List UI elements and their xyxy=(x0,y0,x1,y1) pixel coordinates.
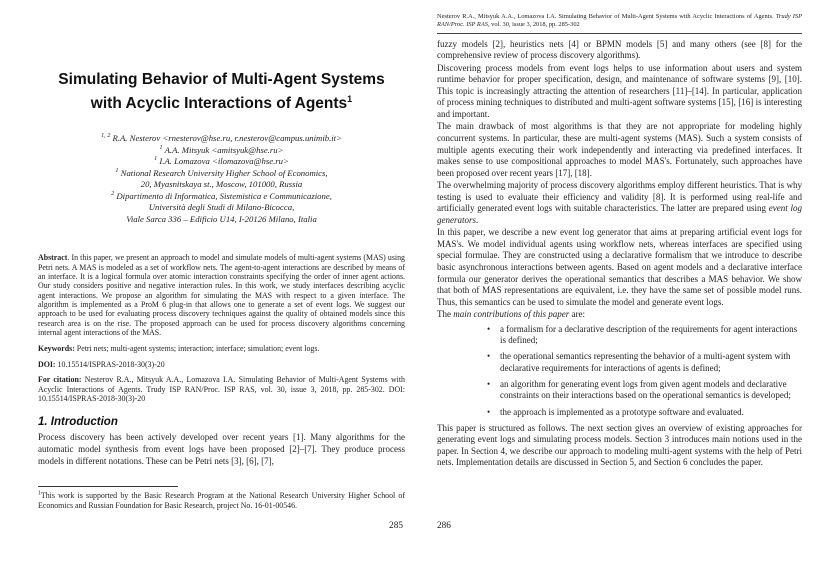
affiliation-line: Università degli Studi di Milano-Bicocca, xyxy=(148,202,295,213)
abstract xyxy=(38,253,405,337)
paragraph: Discovering process models from event logs helps to use information about users and system runtime behavior for proper specification, design, and maintenance of software systems [9], [10]. This topic is increasingly attracting the attention of researchers [11]–[14]. In particular, application of process mining techniques to distributed and multi-agent software systems [15], [16] is interesting and important. xyxy=(437,62,802,119)
page-left xyxy=(38,0,405,580)
contributions-list xyxy=(437,324,802,418)
keywords xyxy=(38,344,405,353)
author-block xyxy=(38,133,405,225)
doi-text: 10.15514/ISPRAS-2018-30(3)-20 xyxy=(55,359,165,369)
doi-label: DOI: xyxy=(38,359,56,369)
doi xyxy=(38,360,405,369)
footnote-rule xyxy=(38,486,178,487)
abstract-text: . In this paper, we present an approach to model and simulate models of multi-agent systems (MAS) using Petri nets. A MAS is modeled as a set of workflow nets. The agent-to-agent interactions are described by means of an interface. It is a logical formula over atomic interaction constraints specifying the order of inner agent actions. Our study considers positive and negative interaction rules. In this work, we study interfaces describing acyclic agent interactions. We propose an algorithm for simulating the MAS with respect to a given interface. The algorithm is implemented as a ProM 6 plug-in that allows one to generate a set of event logs. We suggest our approach to be used for evaluating process discovery techniques against the quality of obtained models since this research area is on the rise. The proposed approach can be used for process discovery algorithms concerning internal agent interactions of the MAS. xyxy=(38,253,405,337)
citation xyxy=(38,375,405,403)
author-line: $^1$ I.A. Lomazova <ilomazova@hse.ru> xyxy=(154,155,289,167)
list-item: • the approach is implemented as a prototype software and evaluated. xyxy=(500,407,798,419)
paper-title-line1: Simulating Behavior of Multi-Agent Systems xyxy=(58,71,385,88)
abstract-label: Abstract xyxy=(38,253,68,263)
citation-text: Nesterov R.A., Mitsyuk A.A., Lomazova I.A. Simulating Behavior of Multi-Agent Systems with Acyclic Interactions of Agents. Trudy ISP RAN/Proc. ISP RAS, vol. 30, issue 3, 2018, pp. 285-302. DOI: 10.15514/ISPRAS-2018-30(3)-20 xyxy=(38,375,405,404)
paragraph: fuzzy models [2], heuristics nets [4] or BPMN models [5] and many others (see [8] for the comprehensive review of process discovery algorithms). xyxy=(437,38,802,61)
running-header xyxy=(437,13,802,34)
title-footnote-marker: 1 xyxy=(347,93,353,104)
keywords-text: Petri nets; multi-agent systems; interaction; interface; simulation; event logs. xyxy=(74,343,320,353)
paper-title-line2: with Acyclic Interactions of Agents$^1$ xyxy=(90,93,353,112)
footnote xyxy=(38,486,405,511)
running-header-journal: Trudy ISP RAN/Proc. ISP RAS xyxy=(437,13,802,29)
footnote-marker: 1 xyxy=(38,490,41,497)
affiliation-line: 20, Myasnitskaya st., Moscow, 101000, Russia xyxy=(140,179,303,190)
page-right xyxy=(437,0,802,580)
running-header-post: , vol. 30, issue 3, 2018, pp. 285-302 xyxy=(487,21,580,29)
paragraph: In this paper, we describe a new event log generator that aims at preparing artificial event logs for MAS's. We model individual agents using workflow nets, whereas interfaces are specified using special formulae. They are constructed using a declarative formalism that we introduce to describe basic asynchronous interactions between agents. Based on agent models and a declarative interface formula our generator derives the operational semantics that describes a MAS behavior. We show that both of MAS representations are equivalent, i.e. they have the same set of possible model runs. Thus, this semantics can be used to simulate the model and generate event logs. xyxy=(437,227,802,307)
page-number-left: 285 xyxy=(389,521,403,531)
paragraph: This paper is structured as follows. The next section gives an overview of existing approaches for generating event logs and simulating process models. Section 3 introduces main notions used in the paper. In Section 4, we describe our approach to modeling multi-agent systems with the help of Petri nets. Implementation details are discussed in Section 5, and Section 6 concludes the paper. xyxy=(437,422,802,468)
page-number-right: 286 xyxy=(437,521,451,531)
affiliation-line: $^2$ Dipartimento di Informatica, Sistemistica e Communicazione, xyxy=(111,189,332,201)
intro-paragraph: Process discovery has been actively developed over recent years [1]. Many algorithms for the automatic model synthesis from event logs have been proposed [2]–[7]. They produce process models in different notations. These can be Petri nets [3], [6], [7], xyxy=(38,432,405,466)
list-item: • the operational semantics representing the behavior of a multi-agent system with declarative requirements for interactions of agents is defined; xyxy=(500,351,798,374)
affiliation-line: Viale Sarca 336 – Edificio U14, I-20126 Milano, Italia xyxy=(126,213,317,224)
list-item: • a formalism for a declarative description of the requirements for agent interactions is defined; xyxy=(500,324,798,347)
author-line: $^{1, 2}$ R.A. Nesterov <rnesterov@hse.ru, r.nesterov@campus.unimib.it> xyxy=(101,132,342,144)
right-body-text xyxy=(437,39,802,469)
affiliation-line: $^1$ National Research University Higher School of Economics, xyxy=(115,166,328,178)
keywords-label: Keywords: xyxy=(38,343,75,353)
running-header-pre: Nesterov R.A., Mitsyuk A.A., Lomazova I.A. Simulating Behavior of Multi-Agent Systems with Acyclic Interactions of Agents. xyxy=(437,13,776,20)
author-line: $^1$ A.A. Mitsyuk <amitsyuk@hse.ru> xyxy=(159,143,284,155)
footnote-text: $^1$This work is supported by the Basic Research Program at the National Research University Higher School of Economics and Russian Foundation for Basic Research, project No. 16-01-00546. xyxy=(38,490,405,511)
paper-title xyxy=(38,71,405,113)
section-heading-introduction: 1. Introduction xyxy=(38,416,118,429)
citation-label: For citation: xyxy=(38,375,82,385)
paragraph: The main contributions of this paper are: xyxy=(437,309,586,320)
list-item: • an algorithm for generating event logs from given agent models and declarative constraints on their interactions based on the operational semantics is developed; xyxy=(500,379,798,402)
paragraph: The main drawback of most algorithms is that they are not appropriate for modeling highly concurrent systems. In particular, these are multi-agent systems (MAS). Such a system consists of multiple agents executing their work independently and interacting via predefined interfaces. It makes sense to use compositional approaches to model MAS's. Fortunately, such approaches have been proposed over recent years [17], [18]. xyxy=(437,121,802,178)
paragraph: The overwhelming majority of process discovery algorithms employ different heuristics. That is why testing is used to evaluate their efficiency and validity [8]. It is performed using real-life and artificially generated event logs with suitable characteristics. The latter are prepared using event log generators. xyxy=(437,180,802,225)
